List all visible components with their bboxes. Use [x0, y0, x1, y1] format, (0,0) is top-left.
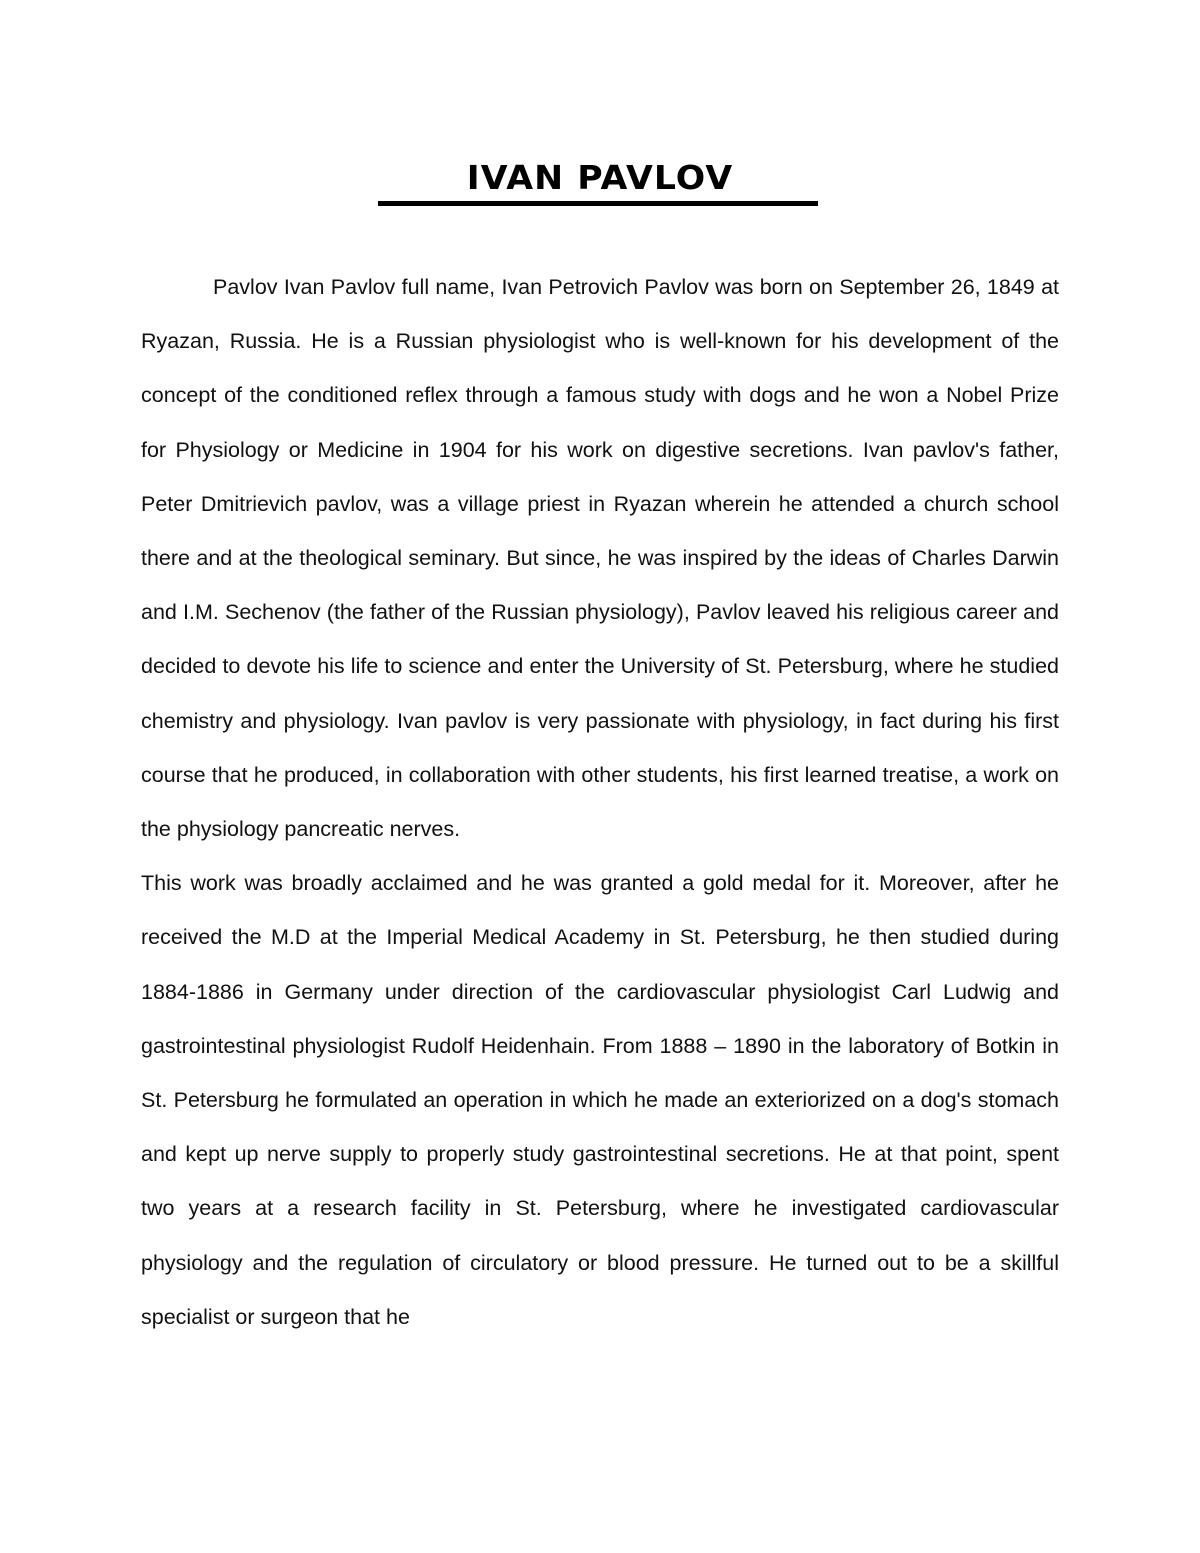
document-title: IVAN PAVLOV: [466, 158, 734, 197]
title-underline: [378, 201, 818, 206]
paragraph-2: This work was broadly acclaimed and he was granted a gold medal for it. Moreover, after he received the M.D at the Imperial Medical Academy in St. Petersburg, he then studied during 1884-1886 in Germany under direction of the cardiovascular physiologist Carl Ludwig and gastrointestinal physiologist Rudolf Heidenhain. From 1888 – 1890 in the laboratory of Botkin in St. Petersburg he formulated an operation in which he made an exteriorized on a dog's stomach and kept up nerve supply to properly study gastrointestinal secretions. He at that point, spent two years at a research facility in St. Petersburg, where he investigated cardiovascular physiology and the regulation of circulatory or blood pressure. He turned out to be a skillful specialist or surgeon that he: [141, 871, 1059, 1329]
document-body: [141, 260, 1059, 1344]
paragraph-1: Pavlov Ivan Pavlov full name, Ivan Petrovich Pavlov was born on September 26, 1849 at Ryazan, Russia. He is a Russian physiologist who is well-known for his development of the concept of the conditioned reflex through a famous study with dogs and he won a Nobel Prize for Physiology or Medicine in 1904 for his work on digestive secretions. Ivan pavlov's father, Peter Dmitrievich pavlov, was a village priest in Ryazan wherein he attended a church school there and at the theological seminary. But since, he was inspired by the ideas of Charles Darwin and I.M. Sechenov (the father of the Russian physiology), Pavlov leaved his religious career and decided to devote his life to science and enter the University of St. Petersburg, where he studied chemistry and physiology. Ivan pavlov is very passionate with physiology, in fact during his first course that he produced, in collaboration with other students, his first learned treatise, a work on the physiology pancreatic nerves.: [141, 275, 1059, 842]
